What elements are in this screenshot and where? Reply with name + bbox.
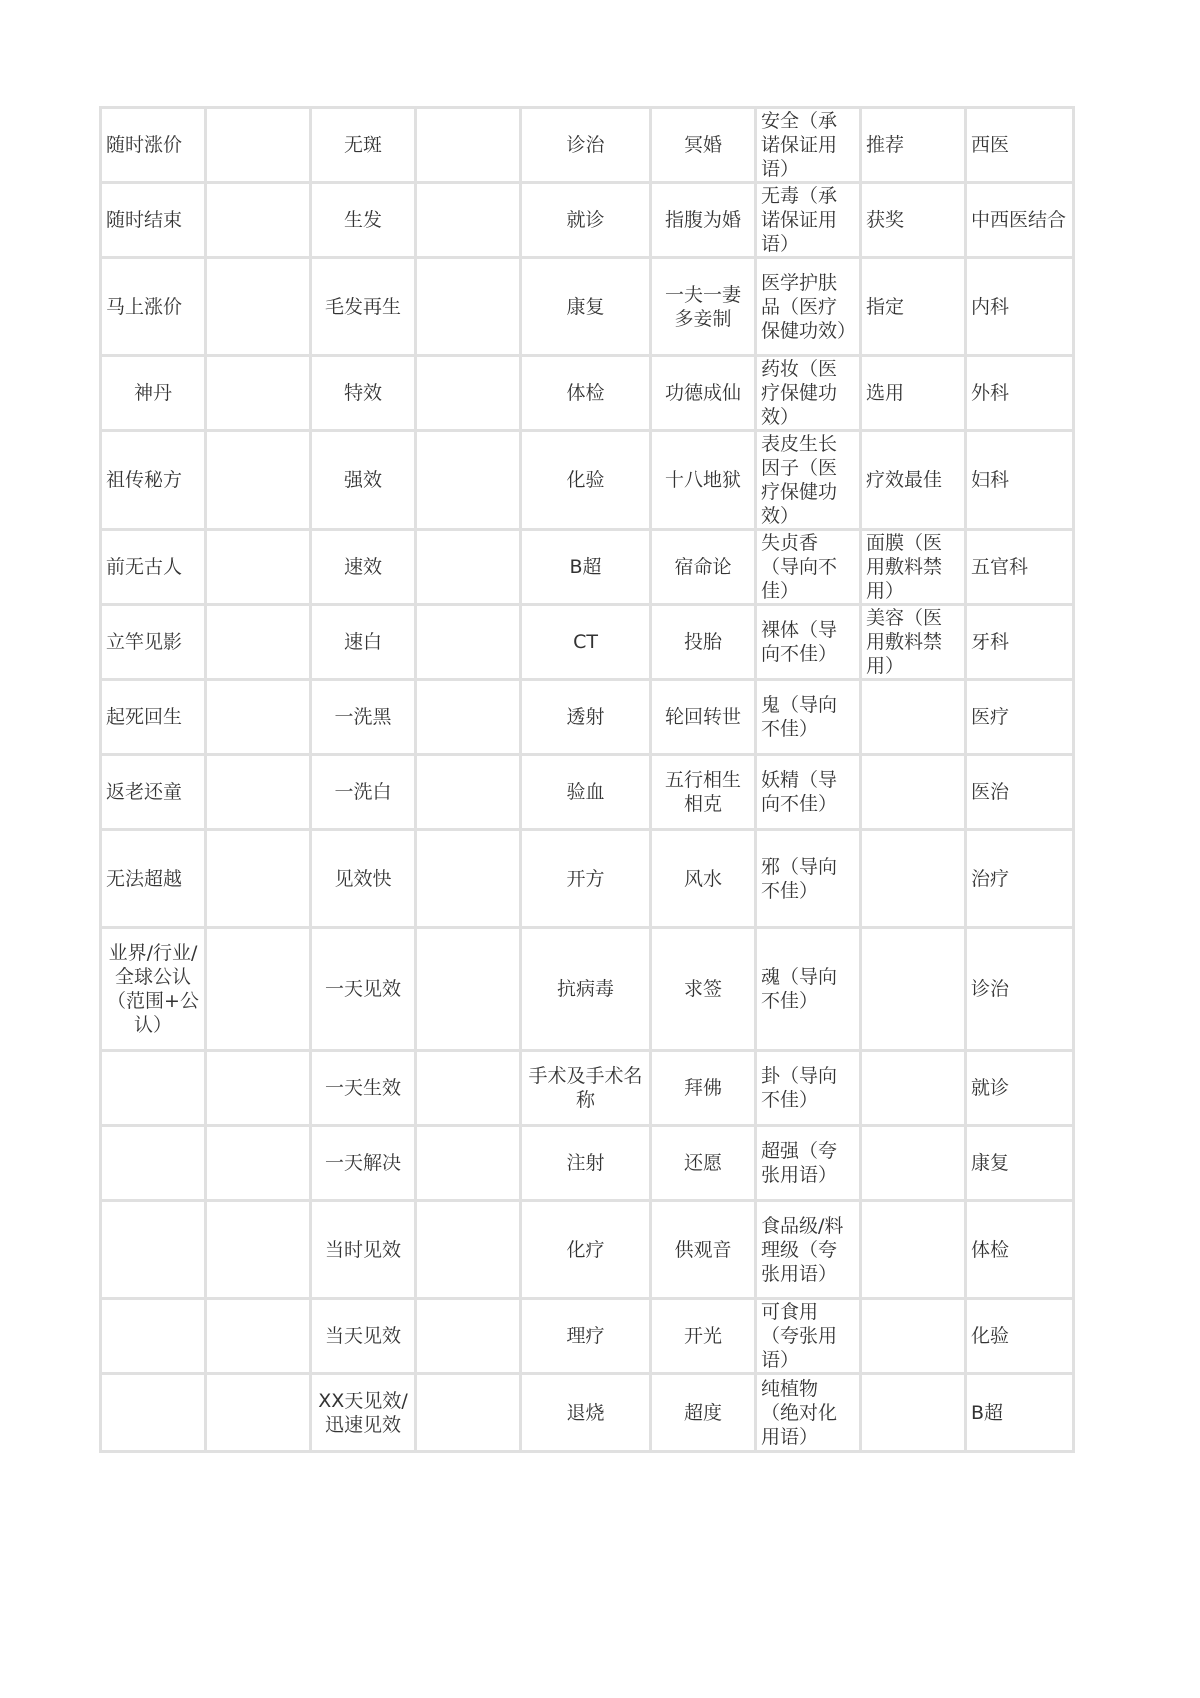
table-cell: 无毒（承诺保证用语） xyxy=(757,184,862,259)
table-cell: 妖精（导向不佳） xyxy=(757,756,862,831)
table-row xyxy=(102,1202,1072,1300)
table-cell: 获奖 xyxy=(862,184,967,259)
table-cell xyxy=(207,531,312,606)
table-cell: 返老还童 xyxy=(102,756,207,831)
table-cell: XX天见效/迅速见效 xyxy=(312,1375,417,1450)
table-cell: 随时涨价 xyxy=(102,109,207,184)
table-cell: 五官科 xyxy=(967,531,1072,606)
table-cell: 内科 xyxy=(967,259,1072,357)
table-cell xyxy=(417,1375,522,1450)
restricted-words-table xyxy=(99,106,1075,1453)
table-cell: 速白 xyxy=(312,606,417,681)
table-cell xyxy=(207,606,312,681)
table-cell xyxy=(207,109,312,184)
table-cell: 毛发再生 xyxy=(312,259,417,357)
table-cell: 注射 xyxy=(522,1127,652,1202)
table-cell xyxy=(102,1127,207,1202)
table-cell: 祖传秘方 xyxy=(102,432,207,531)
table-cell xyxy=(862,1375,967,1450)
table-cell: 西医 xyxy=(967,109,1072,184)
table-cell xyxy=(417,1127,522,1202)
table-cell: 体检 xyxy=(522,357,652,432)
table-cell: 就诊 xyxy=(967,1052,1072,1127)
table-cell xyxy=(207,432,312,531)
table-cell: 一洗白 xyxy=(312,756,417,831)
table-cell: 诊治 xyxy=(967,929,1072,1052)
table-cell: 医学护肤品（医疗保健功效） xyxy=(757,259,862,357)
table-cell: 开光 xyxy=(652,1300,757,1375)
table-cell: 失贞香（导向不佳） xyxy=(757,531,862,606)
table-cell: 医治 xyxy=(967,756,1072,831)
table-cell: 无法超越 xyxy=(102,831,207,929)
table-cell: 拜佛 xyxy=(652,1052,757,1127)
table-cell: 抗病毒 xyxy=(522,929,652,1052)
table-row xyxy=(102,929,1072,1052)
table-cell: 一天生效 xyxy=(312,1052,417,1127)
table-cell: 供观音 xyxy=(652,1202,757,1300)
table-cell: 风水 xyxy=(652,831,757,929)
table-row xyxy=(102,1300,1072,1375)
table-cell: 冥婚 xyxy=(652,109,757,184)
table-cell xyxy=(207,184,312,259)
table-cell xyxy=(102,1202,207,1300)
table-cell xyxy=(207,1202,312,1300)
table-cell: 疗效最佳 xyxy=(862,432,967,531)
table-cell: 马上涨价 xyxy=(102,259,207,357)
table-cell: 还愿 xyxy=(652,1127,757,1202)
table-cell xyxy=(417,1202,522,1300)
table-cell: 见效快 xyxy=(312,831,417,929)
table-cell xyxy=(207,357,312,432)
table-row xyxy=(102,1375,1072,1450)
table-cell: 食品级/料理级（夸张用语） xyxy=(757,1202,862,1300)
table-row xyxy=(102,259,1072,357)
table-cell: 中西医结合 xyxy=(967,184,1072,259)
table-cell: B超 xyxy=(522,531,652,606)
table-cell: 魂（导向不佳） xyxy=(757,929,862,1052)
table-cell: 宿命论 xyxy=(652,531,757,606)
table-cell xyxy=(417,606,522,681)
table-cell: 透射 xyxy=(522,681,652,756)
table-cell: 业界/行业/全球公认（范围+公认） xyxy=(102,929,207,1052)
table-row xyxy=(102,184,1072,259)
table-cell xyxy=(417,184,522,259)
table-cell xyxy=(417,109,522,184)
table-cell: 康复 xyxy=(522,259,652,357)
table-row xyxy=(102,756,1072,831)
table-cell xyxy=(102,1052,207,1127)
table-cell: 神丹 xyxy=(102,357,207,432)
table-cell: 速效 xyxy=(312,531,417,606)
table-cell: 求签 xyxy=(652,929,757,1052)
table-cell: 治疗 xyxy=(967,831,1072,929)
table-cell: 强效 xyxy=(312,432,417,531)
table-cell: 指腹为婚 xyxy=(652,184,757,259)
table-cell xyxy=(207,1052,312,1127)
table-cell xyxy=(417,681,522,756)
table-cell: 生发 xyxy=(312,184,417,259)
table-cell: 妇科 xyxy=(967,432,1072,531)
table-cell: 特效 xyxy=(312,357,417,432)
table-cell: 面膜（医用敷料禁用） xyxy=(862,531,967,606)
table-cell: 当时见效 xyxy=(312,1202,417,1300)
table-cell: 立竿见影 xyxy=(102,606,207,681)
table-cell: 一天解决 xyxy=(312,1127,417,1202)
table-cell xyxy=(207,1375,312,1450)
table-cell: 当天见效 xyxy=(312,1300,417,1375)
table-row xyxy=(102,432,1072,531)
table-cell xyxy=(862,1127,967,1202)
table-cell xyxy=(207,1127,312,1202)
table-cell xyxy=(207,929,312,1052)
table-cell: 表皮生长因子（医疗保健功效） xyxy=(757,432,862,531)
table-cell xyxy=(417,432,522,531)
table-cell: 化疗 xyxy=(522,1202,652,1300)
table-row xyxy=(102,831,1072,929)
table-cell: 理疗 xyxy=(522,1300,652,1375)
table-cell xyxy=(417,1300,522,1375)
table-cell: 开方 xyxy=(522,831,652,929)
table-cell xyxy=(207,831,312,929)
table-cell: 邪（导向不佳） xyxy=(757,831,862,929)
table-cell xyxy=(862,1052,967,1127)
table-cell: 一夫一妻多妾制 xyxy=(652,259,757,357)
table-cell: 验血 xyxy=(522,756,652,831)
table-cell: 一洗黑 xyxy=(312,681,417,756)
table-cell: 药妆（医疗保健功效） xyxy=(757,357,862,432)
table-cell xyxy=(207,681,312,756)
table-cell xyxy=(862,1202,967,1300)
table-cell xyxy=(862,1300,967,1375)
table-cell: 超度 xyxy=(652,1375,757,1450)
table-cell: 卦（导向不佳） xyxy=(757,1052,862,1127)
table-cell: 裸体（导向不佳） xyxy=(757,606,862,681)
table-cell: CT xyxy=(522,606,652,681)
table-cell: 退烧 xyxy=(522,1375,652,1450)
table-cell: 美容（医用敷料禁用） xyxy=(862,606,967,681)
table-cell: 选用 xyxy=(862,357,967,432)
table-body xyxy=(102,109,1072,1450)
table-cell: 推荐 xyxy=(862,109,967,184)
table-cell xyxy=(207,756,312,831)
table-cell: B超 xyxy=(971,1401,1004,1424)
table-cell xyxy=(102,1300,207,1375)
table-cell: 康复 xyxy=(967,1127,1072,1202)
table-row xyxy=(102,531,1072,606)
table-cell: 随时结束 xyxy=(102,184,207,259)
table-row xyxy=(102,1127,1072,1202)
table-cell: 鬼（导向不佳） xyxy=(757,681,862,756)
table-cell xyxy=(417,259,522,357)
table-row xyxy=(102,1052,1072,1127)
table-row xyxy=(102,606,1072,681)
table-cell: 功德成仙 xyxy=(652,357,757,432)
table-cell: 一天见效 xyxy=(312,929,417,1052)
table-row xyxy=(102,681,1072,756)
table-cell xyxy=(207,259,312,357)
table-cell: 安全（承诺保证用语） xyxy=(757,109,862,184)
table-cell xyxy=(207,1300,312,1375)
table-cell: 体检 xyxy=(967,1202,1072,1300)
table-cell: 就诊 xyxy=(522,184,652,259)
table-row xyxy=(102,357,1072,432)
table-cell: 前无古人 xyxy=(102,531,207,606)
table-cell xyxy=(862,831,967,929)
table-cell: 牙科 xyxy=(967,606,1072,681)
table-cell: 投胎 xyxy=(652,606,757,681)
table-cell: 化验 xyxy=(522,432,652,531)
table-cell: 可食用（夸张用语） xyxy=(757,1300,862,1375)
table-cell: 化验 xyxy=(967,1300,1072,1375)
table-cell: 起死回生 xyxy=(102,681,207,756)
table-cell: 医疗 xyxy=(967,681,1072,756)
table-cell xyxy=(417,531,522,606)
table-cell: 五行相生相克 xyxy=(652,756,757,831)
table-row xyxy=(102,109,1072,184)
table-cell xyxy=(862,681,967,756)
table-cell: 诊治 xyxy=(522,109,652,184)
table-cell: 十八地狱 xyxy=(652,432,757,531)
table-cell xyxy=(417,929,522,1052)
table-cell: 手术及手术名称 xyxy=(522,1052,652,1127)
table-cell: 外科 xyxy=(967,357,1072,432)
table-cell xyxy=(417,756,522,831)
table-cell: 纯植物（绝对化用语） xyxy=(757,1375,862,1450)
table-cell xyxy=(102,1375,207,1450)
restricted-words-table-container xyxy=(99,106,1075,1453)
table-cell xyxy=(417,357,522,432)
table-cell xyxy=(862,756,967,831)
table-cell xyxy=(417,1052,522,1127)
table-cell xyxy=(417,831,522,929)
table-cell: 指定 xyxy=(862,259,967,357)
table-cell: 超强（夸张用语） xyxy=(757,1127,862,1202)
table-cell: 无斑 xyxy=(312,109,417,184)
table-cell: 轮回转世 xyxy=(652,681,757,756)
table-cell xyxy=(862,929,967,1052)
